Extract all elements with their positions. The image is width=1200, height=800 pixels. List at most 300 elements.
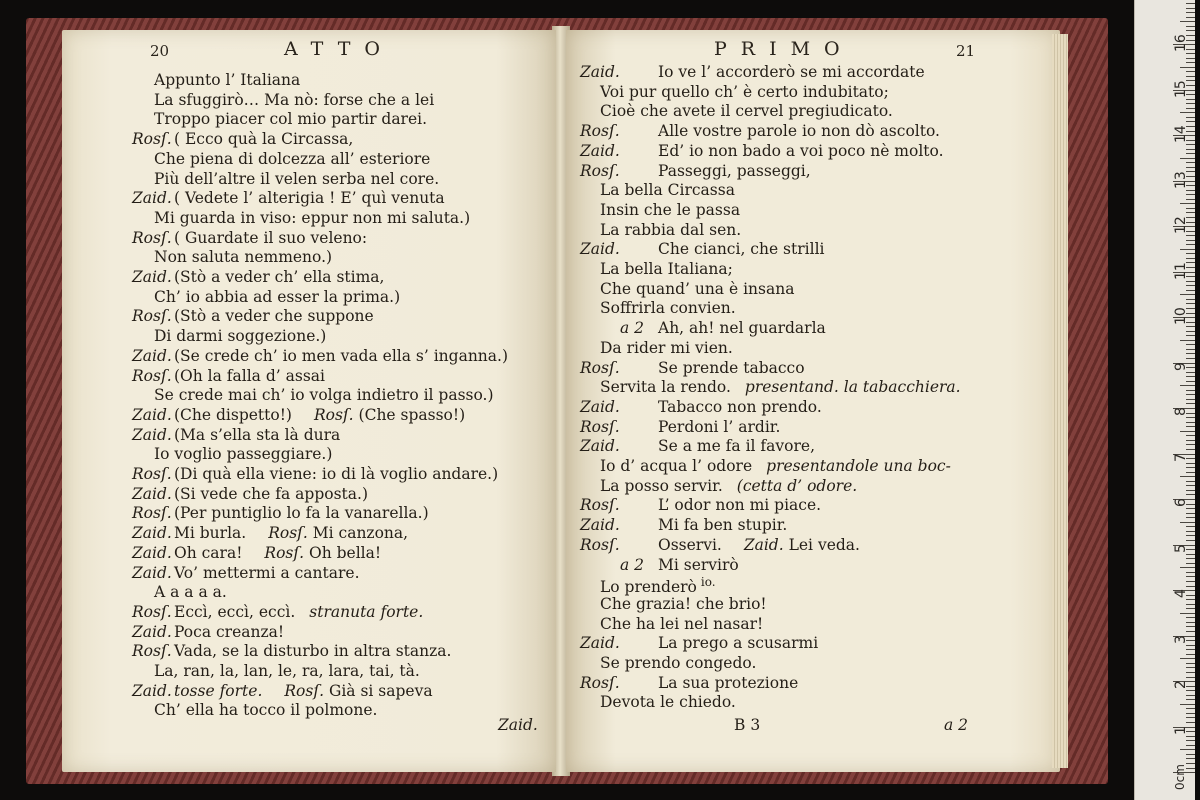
verse-line xyxy=(154,170,439,188)
ruler-tick xyxy=(1186,194,1195,195)
speaker-label: Rosſ. xyxy=(132,642,172,661)
ruler-number: 16 xyxy=(1173,34,1189,52)
ruler-tick xyxy=(1186,353,1195,354)
ruler-tick xyxy=(1180,249,1195,250)
verse-text: Che grazia! che brio! xyxy=(600,594,767,613)
verse-text: Eccì, eccì, eccì. xyxy=(174,602,296,621)
ruler-tick xyxy=(1186,253,1195,254)
speaker-label: Zaid. xyxy=(580,141,620,160)
verse-line xyxy=(154,327,326,345)
verse-text: (Che spasso!) xyxy=(358,405,466,424)
verse-line xyxy=(154,71,300,89)
ruler-unit-label: 0cm xyxy=(1173,764,1187,790)
verse-text: ( Guardate il suo veleno: xyxy=(174,228,368,247)
ruler-number: 10 xyxy=(1173,307,1189,325)
verse-text: Non saluta nemmeno.) xyxy=(154,248,333,267)
verse-line xyxy=(174,189,445,207)
verse-text: Ah, ah! nel guardarla xyxy=(658,319,826,338)
stage-direction: presentand. la tabacchiera. xyxy=(744,378,961,397)
ruler-tick xyxy=(1186,381,1195,382)
speaker-label: Rosſ. xyxy=(132,366,172,385)
verse-line xyxy=(174,307,374,325)
stage-direction: tosse forte. xyxy=(174,681,263,700)
ruler-tick xyxy=(1186,558,1195,559)
ruler-number: 1 xyxy=(1173,725,1189,735)
ruler-tick xyxy=(1186,508,1195,509)
speaker-label: Rosſ. xyxy=(580,417,620,436)
verse-line xyxy=(154,445,332,463)
ruler-tick xyxy=(1180,203,1195,204)
ruler-tick xyxy=(1186,417,1195,418)
ruler-tick xyxy=(1186,103,1195,104)
ruler-tick xyxy=(1186,12,1195,13)
speaker-label: Zaid. xyxy=(580,437,620,456)
speaker-label: Zaid. xyxy=(132,189,172,208)
speaker-label: Rosſ. xyxy=(580,673,620,692)
ruler-tick xyxy=(1186,3,1195,4)
verse-line xyxy=(600,654,756,672)
ruler-tick xyxy=(1186,399,1195,400)
verse-text: A a a a a. xyxy=(154,583,227,602)
speaker-label: Zaid. xyxy=(132,268,172,286)
speaker-label: Rosſ. xyxy=(132,465,172,483)
ruler-tick xyxy=(1186,290,1195,291)
ruler-tick xyxy=(1186,526,1195,527)
ruler-tick xyxy=(1186,472,1195,473)
verse-text: La prego a scusarmi xyxy=(658,634,819,653)
ruler-tick xyxy=(1186,58,1195,59)
verse-text: Mi guarda in viso: eppur non mi saluta.) xyxy=(154,208,471,227)
ruler-tick xyxy=(1186,281,1195,282)
speaker-label: Rosſ. xyxy=(580,358,620,377)
verse-line xyxy=(658,240,824,258)
verse-text: Di darmi soggezione.) xyxy=(154,327,327,346)
verse-text: (Per puntiglio lo fa la vanarella.) xyxy=(174,504,429,523)
verse-line xyxy=(174,564,360,582)
speaker-label: Zaid. xyxy=(580,634,620,653)
ruler-number: 15 xyxy=(1173,79,1189,98)
stage-direction: (cetta d’ odore. xyxy=(736,476,858,495)
speaker-label: Rosſ. xyxy=(284,681,329,700)
verse-line xyxy=(154,91,434,109)
verse-line xyxy=(658,319,826,337)
verse-line xyxy=(658,437,815,455)
speaker-label: Rosſ. xyxy=(580,496,620,515)
verse-text: Poca creanza! xyxy=(174,622,285,641)
verse-text: Che ha lei nel nasar! xyxy=(600,614,764,633)
verse-line xyxy=(600,477,857,495)
ruler-tick xyxy=(1180,658,1195,659)
ruler-tick xyxy=(1186,167,1195,168)
ruler-tick xyxy=(1186,326,1195,327)
verse-text: Soffrirla convien. xyxy=(600,299,736,318)
ruler-tick xyxy=(1186,208,1195,209)
left-page xyxy=(62,30,556,772)
verse-line xyxy=(600,201,740,219)
verse-text: La sfuggirò… Ma nò: forse che a lei xyxy=(154,90,435,109)
verse-text: Alle vostre parole io non dò ascolto. xyxy=(658,122,940,141)
verse-text: Troppo piacer col mio partir darei. xyxy=(154,110,428,129)
verse-text: Lo prenderò xyxy=(600,578,697,597)
verse-line xyxy=(174,485,368,503)
verse-line xyxy=(600,457,951,475)
verse-line xyxy=(174,229,367,247)
ruler-tick xyxy=(1186,30,1195,31)
verse-line xyxy=(600,339,733,357)
ruler-tick xyxy=(1186,517,1195,518)
ruler-tick xyxy=(1186,490,1195,491)
verse-line xyxy=(174,268,384,286)
ruler-tick xyxy=(1186,513,1195,514)
ruler-tick xyxy=(1186,481,1195,482)
ruler-tick xyxy=(1186,604,1195,605)
verse-text: La bella Italiana; xyxy=(600,260,733,278)
verse-text: Appunto l’ Italiana xyxy=(154,71,301,89)
ruler-number: 6 xyxy=(1173,498,1189,507)
ruler-tick xyxy=(1186,144,1195,145)
ruler-tick xyxy=(1186,99,1195,100)
verse-text: Servita la rendo. xyxy=(600,378,731,397)
ruler-tick xyxy=(1186,586,1195,587)
verse-text: (Si vede che fa apposta.) xyxy=(174,484,368,503)
ruler-tick xyxy=(1186,699,1195,700)
verse-text: Se prendo congedo. xyxy=(600,654,757,672)
speaker-label: Zaid. xyxy=(132,484,172,503)
ruler-tick xyxy=(1186,563,1195,564)
ruler-number: 7 xyxy=(1173,452,1189,462)
speaker-label: a 2 xyxy=(620,555,645,574)
verse-line xyxy=(600,181,735,199)
ruler-tick xyxy=(1186,440,1195,441)
verse-text: Da rider mi vien. xyxy=(600,338,733,357)
ruler-tick xyxy=(1186,358,1195,359)
verse-line xyxy=(174,426,340,444)
verse-line xyxy=(174,682,433,700)
verse-text: Che piena di dolcezza all’ esteriore xyxy=(154,149,431,168)
ruler-number: 8 xyxy=(1173,407,1189,416)
verse-line xyxy=(658,674,798,692)
ruler-tick xyxy=(1186,426,1195,427)
speaker-label: Zaid. xyxy=(132,346,172,365)
ruler-tick xyxy=(1186,390,1195,391)
verse-text: La posso servir. xyxy=(600,476,723,495)
verse-line xyxy=(154,662,420,680)
verse-text: Ch’ ella ha tocco il polmone. xyxy=(154,701,378,720)
verse-line xyxy=(154,150,430,168)
verse-text: Io voglio passeggiare.) xyxy=(154,445,333,464)
ruler-tick xyxy=(1186,695,1195,696)
speaker-label: Rosſ. xyxy=(268,524,313,543)
verse-text: Osservi. xyxy=(658,535,722,554)
verse-line xyxy=(174,406,465,424)
ruler-tick xyxy=(1186,108,1195,109)
verse-line xyxy=(600,221,741,239)
superscript-word: io. xyxy=(700,575,716,590)
ruler-tick xyxy=(1186,554,1195,555)
speaker-label: Zaid. xyxy=(132,622,172,641)
ruler-tick xyxy=(1186,540,1195,541)
ruler-number: 14 xyxy=(1173,125,1189,143)
verse-line xyxy=(658,162,811,180)
ruler-tick xyxy=(1180,749,1195,750)
verse-line xyxy=(658,398,822,416)
speaker-label: Zaid. xyxy=(580,397,620,416)
verse-text: Cioè che avete il cervel pregiudicato. xyxy=(600,102,893,121)
ruler-tick xyxy=(1180,112,1195,113)
ruler-tick xyxy=(1186,663,1195,664)
ruler-tick xyxy=(1186,372,1195,373)
ruler-number: 9 xyxy=(1173,361,1189,371)
ruler-tick xyxy=(1180,704,1195,705)
ruler-tick xyxy=(1186,763,1195,764)
verse-text: ( Vedete l’ alterigia ! E’ quì venuta xyxy=(174,189,445,208)
ruler-tick xyxy=(1186,608,1195,609)
ruler-tick xyxy=(1186,745,1195,746)
verse-text: La, ran, la, lan, le, ra, lara, tai, tà. xyxy=(154,662,420,680)
verse-line xyxy=(658,536,860,554)
ruler-tick xyxy=(1186,349,1195,350)
ruler-tick xyxy=(1186,8,1195,9)
verse-line xyxy=(600,378,961,396)
speaker-label: Zaid. xyxy=(132,563,172,582)
speaker-label: Rosſ. xyxy=(313,405,359,424)
ruler-tick xyxy=(1186,153,1195,154)
verse-line xyxy=(600,102,893,120)
verse-line xyxy=(600,575,716,596)
verse-line xyxy=(600,615,763,633)
verse-line xyxy=(154,248,332,266)
ruler-tick xyxy=(1186,303,1195,304)
verse-line xyxy=(154,386,494,404)
verse-text: Devota le chiedo. xyxy=(600,693,736,712)
verse-line xyxy=(174,623,284,641)
ruler-tick xyxy=(1186,335,1195,336)
page-number-right: 21 xyxy=(956,42,976,60)
ruler-tick xyxy=(1186,403,1195,404)
ruler-tick xyxy=(1180,158,1195,159)
ruler-number: 12 xyxy=(1173,216,1189,234)
verse-line xyxy=(174,504,429,522)
verse-line xyxy=(658,418,780,436)
ruler-tick xyxy=(1186,199,1195,200)
catchword-right: a 2 xyxy=(944,716,969,734)
verse-line xyxy=(154,701,377,719)
ruler-tick xyxy=(1186,626,1195,627)
ruler-tick xyxy=(1186,677,1195,678)
speaker-label: Rosſ. xyxy=(132,130,172,149)
ruler-tick xyxy=(1180,613,1195,614)
verse-line xyxy=(658,359,805,377)
verse-line xyxy=(154,209,470,227)
speaker-label: Zaid. xyxy=(132,524,172,543)
verse-text: Che quand’ una è insana xyxy=(600,279,795,298)
speaker-label: Zaid. xyxy=(580,63,620,81)
ruler-tick xyxy=(1186,299,1195,300)
speaker-label: Rosſ. xyxy=(132,602,172,621)
ruler-tick xyxy=(1186,162,1195,163)
ruler-tick xyxy=(1186,581,1195,582)
verse-text: Se prende tabacco xyxy=(658,358,805,377)
page-edges xyxy=(1052,34,1068,768)
ruler-tick xyxy=(1186,422,1195,423)
ruler-tick xyxy=(1186,485,1195,486)
ruler-tick xyxy=(1186,754,1195,755)
page-number-left: 20 xyxy=(150,42,170,60)
ruler-tick xyxy=(1186,190,1195,191)
speaker-label: Rosſ. xyxy=(580,535,620,554)
ruler-tick xyxy=(1180,21,1195,22)
verse-line xyxy=(658,63,925,81)
verse-text: Voi pur quello ch’ è certo indubitato; xyxy=(600,82,889,101)
verse-text: Lei veda. xyxy=(788,535,860,554)
verse-text: Ed’ io non bado a voi poco nè molto. xyxy=(658,141,944,160)
ruler-tick xyxy=(1180,522,1195,523)
verse-text: Mi canzona, xyxy=(312,524,409,543)
verse-text: Più dell’altre il velen serba nel core. xyxy=(154,169,440,188)
verse-text: Insin che le passa xyxy=(600,200,741,219)
ruler-tick xyxy=(1186,690,1195,691)
verse-text: Che cianci, che strilli xyxy=(658,240,825,259)
ruler-tick xyxy=(1186,394,1195,395)
ruler-tick xyxy=(1186,71,1195,72)
speaker-label: Zaid. xyxy=(743,535,789,554)
speaker-label: Rosſ. xyxy=(132,307,172,326)
verse-text: La sua protezione xyxy=(658,673,799,692)
right-page xyxy=(566,30,1060,772)
speaker-label: Rosſ. xyxy=(580,161,620,180)
verse-line xyxy=(174,367,325,385)
ruler-tick xyxy=(1186,758,1195,759)
verse-line xyxy=(658,634,818,652)
verse-text: Io ve l’ accorderò se mi accordate xyxy=(658,63,925,81)
verse-line xyxy=(174,603,423,621)
verse-text: (Oh la falla d’ assai xyxy=(174,366,325,385)
ruler-tick xyxy=(1186,722,1195,723)
verse-line xyxy=(658,122,940,140)
verse-text: Oh bella! xyxy=(308,543,382,562)
ruler-tick xyxy=(1186,62,1195,63)
verse-line xyxy=(600,83,889,101)
ruler-tick xyxy=(1186,240,1195,241)
verse-text: (Se crede ch’ io men vada ella s’ inganna.) xyxy=(174,346,508,365)
verse-text: Ch’ io abbia ad esser la prima.) xyxy=(154,287,401,306)
verse-line xyxy=(174,642,451,660)
ruler-tick xyxy=(1186,649,1195,650)
verse-text: ( Ecco quà la Circassa, xyxy=(174,130,354,149)
ruler-tick xyxy=(1186,244,1195,245)
verse-text: (Stò a veder che suppone xyxy=(174,307,374,326)
ruler-tick xyxy=(1186,76,1195,77)
signature-mark: B 3 xyxy=(734,716,761,734)
ruler-tick xyxy=(1186,768,1195,769)
running-header-right: PRIMO xyxy=(714,38,854,60)
ruler-tick xyxy=(1186,622,1195,623)
verse-line xyxy=(174,544,381,562)
ruler-tick xyxy=(1186,717,1195,718)
ruler-tick xyxy=(1186,494,1195,495)
ruler-tick xyxy=(1186,654,1195,655)
ruler-tick xyxy=(1186,576,1195,577)
ruler-tick xyxy=(1186,708,1195,709)
speaker-label: Zaid. xyxy=(132,425,172,444)
ruler-tick xyxy=(1186,645,1195,646)
ruler-tick xyxy=(1180,385,1195,386)
ruler-tick xyxy=(1186,121,1195,122)
speaker-label: Zaid. xyxy=(132,405,172,424)
verse-text: (Di quà ella viene: io di là voglio andare.) xyxy=(174,465,499,483)
verse-text: L’ odor non mi piace. xyxy=(658,496,822,515)
ruler-number: 3 xyxy=(1173,634,1189,644)
stage-direction: stranuta forte. xyxy=(309,602,424,621)
verse-text: Vada, se la disturbo in altra stanza. xyxy=(174,642,452,661)
speaker-label: Zaid. xyxy=(132,681,172,700)
running-header-left: ATTO xyxy=(284,38,394,60)
ruler-tick xyxy=(1186,235,1195,236)
ruler-tick xyxy=(1186,331,1195,332)
ruler-tick xyxy=(1186,467,1195,468)
verse-text: La bella Circassa xyxy=(600,181,735,200)
measuring-ruler xyxy=(1134,0,1195,800)
ruler-tick xyxy=(1186,631,1195,632)
verse-text: (Che dispetto!) xyxy=(174,405,292,424)
ruler-tick xyxy=(1186,435,1195,436)
verse-text: Già si sapeva xyxy=(328,681,433,700)
verse-line xyxy=(154,288,400,306)
speaker-label: Rosſ. xyxy=(580,122,620,141)
verse-line xyxy=(174,347,508,365)
ruler-tick xyxy=(1180,431,1195,432)
verse-text: Mi burla. xyxy=(174,524,247,543)
ruler-tick xyxy=(1186,535,1195,536)
ruler-tick xyxy=(1186,667,1195,668)
verse-text: Se a me fa il favore, xyxy=(658,437,816,456)
verse-text: Mi servirò xyxy=(658,555,739,574)
ruler-tick xyxy=(1186,149,1195,150)
verse-text: Mi fa ben stupir. xyxy=(658,516,788,535)
verse-text: (Ma s’ella sta là dura xyxy=(174,425,341,444)
ruler-tick xyxy=(1186,26,1195,27)
ruler-number: 2 xyxy=(1173,680,1189,689)
speaker-label: Rosſ. xyxy=(132,504,172,523)
ruler-tick xyxy=(1186,17,1195,18)
verse-line xyxy=(658,516,787,534)
verse-line xyxy=(658,496,821,514)
verse-line xyxy=(174,465,498,483)
ruler-tick xyxy=(1180,567,1195,568)
ruler-tick xyxy=(1186,672,1195,673)
verse-line xyxy=(600,260,733,278)
verse-text: La rabbia dal sen. xyxy=(600,220,742,239)
speaker-label: Zaid. xyxy=(580,240,620,259)
verse-line xyxy=(658,142,944,160)
ruler-tick xyxy=(1186,344,1195,345)
ruler-tick xyxy=(1186,740,1195,741)
verse-text: Perdoni l’ ardir. xyxy=(658,417,781,436)
verse-line xyxy=(174,524,408,542)
verse-text: Passeggi, passeggi, xyxy=(658,161,811,180)
ruler-number: 13 xyxy=(1173,170,1189,189)
stage-direction: presentandole una boc- xyxy=(766,457,951,475)
ruler-tick xyxy=(1180,67,1195,68)
ruler-tick xyxy=(1186,444,1195,445)
verse-line xyxy=(600,280,794,298)
speaker-label: Rosſ. xyxy=(132,228,172,247)
verse-text: Vo’ mettermi a cantare. xyxy=(174,563,360,582)
speaker-label: Zaid. xyxy=(132,543,172,562)
ruler-tick xyxy=(1180,294,1195,295)
ruler-tick xyxy=(1180,340,1195,341)
ruler-tick xyxy=(1180,476,1195,477)
